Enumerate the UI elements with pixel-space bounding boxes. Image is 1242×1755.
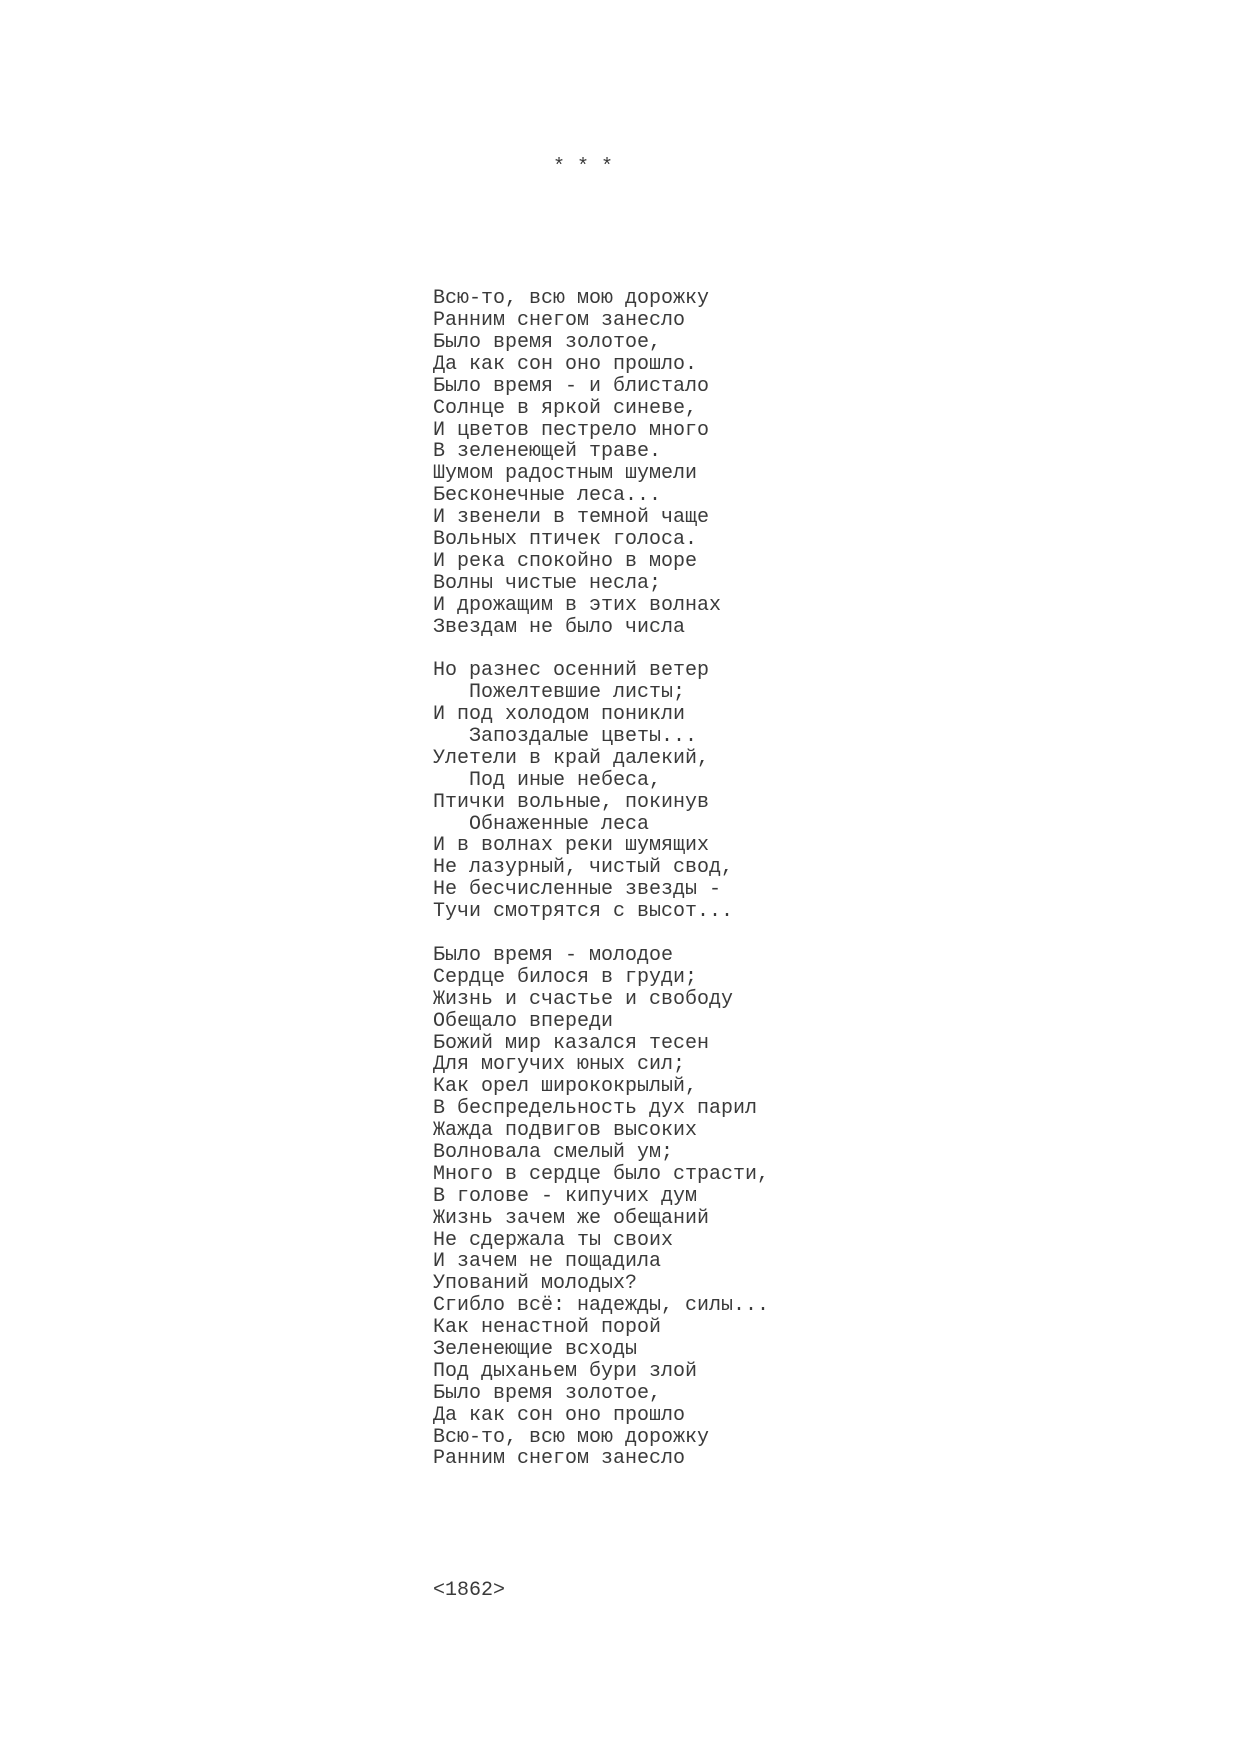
poem-date: <1862>: [433, 1578, 506, 1602]
poem-stanzas: [433, 288, 769, 1470]
poem-line: Волновала смелый ум;: [433, 1140, 674, 1164]
poem-line: И под холодом поникли: [433, 703, 686, 727]
poem-line: Сгибло всё: надежды, силы...: [433, 1294, 770, 1318]
poem-line: Было время - молодое: [433, 943, 674, 967]
poem-line: Ранним снегом занесло: [433, 309, 686, 333]
poem-line: Обещало впереди: [433, 1009, 614, 1033]
poem-line: Под дыханьем бури злой: [433, 1359, 698, 1383]
poem-line: Солнце в яркой синеве,: [433, 396, 698, 420]
poem-line: Было время - и блистало: [433, 374, 710, 398]
poem-line: Зеленеющие всходы: [433, 1337, 638, 1361]
poem-line: Да как сон оно прошло.: [433, 352, 698, 376]
poem-line: Птички вольные, покинув: [433, 790, 710, 814]
poem-line: И в волнах реки шумящих: [433, 834, 710, 858]
poem-line: Тучи смотрятся с высот...: [433, 900, 734, 924]
poem-line: Но разнес осенний ветер: [433, 659, 710, 683]
stanza-separator: [433, 923, 769, 945]
poem-line: Всю-то, всю мою дорожку: [433, 287, 710, 311]
poem-line: Было время золотое,: [433, 331, 662, 354]
poem-text: [433, 113, 769, 1646]
stanza: [433, 288, 769, 638]
stanza: [433, 945, 769, 1470]
poem-line: Не сдержала ты своих: [433, 1228, 674, 1252]
poem-line: Не лазурный, чистый свод,: [433, 856, 734, 880]
poem-line: И река спокойно в море: [433, 549, 698, 573]
poem-title: * * *: [433, 155, 614, 179]
poem-line: Жизнь зачем же обещаний: [433, 1206, 710, 1230]
poem-line: Жизнь и счастье и свободу: [433, 987, 734, 1011]
poem-line: Жажда подвигов высоких: [433, 1119, 698, 1143]
poem-line: Вольных птичек голоса.: [433, 528, 698, 552]
poem-line: Ранним снегом занесло: [433, 1447, 686, 1471]
poem-line: В беспредельность дух парил: [433, 1097, 758, 1121]
poem-line: В голове - кипучих дум: [433, 1184, 698, 1208]
poem-line: Как орел ширококрылый,: [433, 1075, 698, 1099]
poem-line: И дрожащим в этих волнах: [433, 593, 722, 617]
stanza: [433, 660, 769, 923]
poem-line: Было время золотое,: [433, 1381, 662, 1405]
blank-line: [433, 1514, 769, 1536]
blank-line: [433, 223, 769, 245]
poem-line: Не бесчисленные звезды -: [433, 878, 722, 902]
poem-line: В зеленеющей траве.: [433, 440, 662, 464]
poem-line: Да как сон оно прошло: [433, 1403, 686, 1427]
poem-line: И звенели в темной чаще: [433, 506, 710, 530]
poem-line: Улетели в край далекий,: [433, 746, 710, 770]
poem-line: Бесконечные леса...: [433, 484, 662, 508]
poem-line: Сердце билося в груди;: [433, 965, 698, 989]
poem-line: Всю-то, всю мою дорожку: [433, 1425, 710, 1449]
poem-line: Волны чистые несла;: [433, 571, 662, 595]
poem-line: Упований молодых?: [433, 1272, 638, 1296]
stanza-separator: [433, 638, 769, 660]
poem-line: Звездам не было числа: [433, 615, 686, 639]
poem-line: Обнаженные леса: [433, 812, 650, 836]
poem-line: Много в сердце было страсти,: [433, 1162, 770, 1186]
poem-line: Божий мир казался тесен: [433, 1031, 710, 1055]
poem-line: И зачем не пощадила: [433, 1250, 662, 1274]
poem-line: Под иные небеса,: [433, 768, 662, 792]
poem-line: Шумом радостным шумели: [433, 462, 698, 486]
poem-line: Для могучих юных сил;: [433, 1053, 686, 1077]
poem-line: Пожелтевшие листы;: [433, 681, 686, 705]
poem-line: Как ненастной порой: [433, 1316, 662, 1340]
poem-line: Запоздалые цветы...: [433, 725, 698, 749]
poem-line: И цветов пестрело много: [433, 418, 710, 442]
